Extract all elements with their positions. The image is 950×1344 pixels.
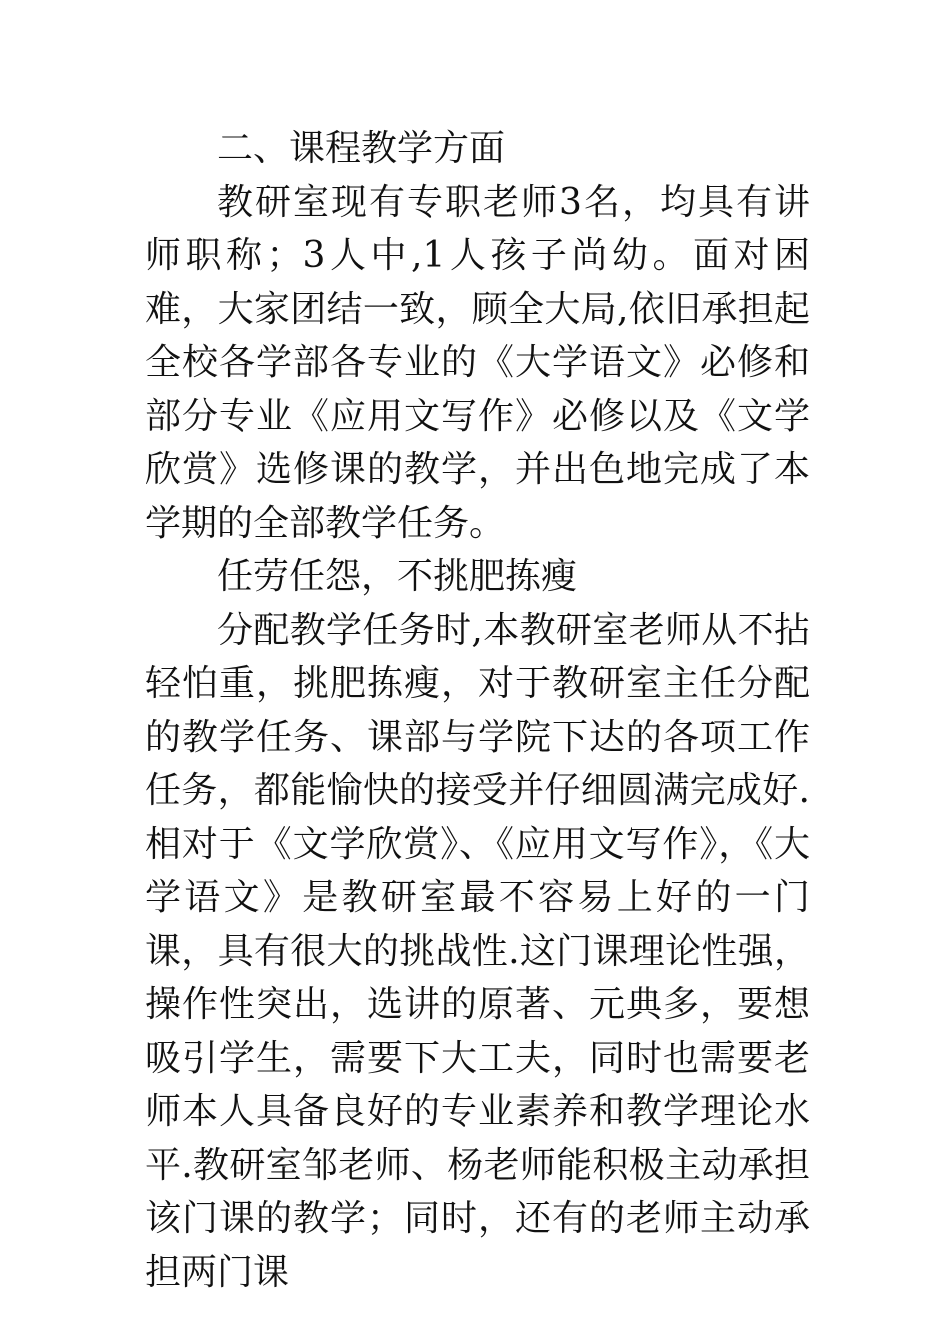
- document-body: [145, 122, 810, 1299]
- subsection-heading: 任劳任怨，不挑肥拣瘦: [217, 556, 578, 597]
- section-heading: 二、课程教学方面: [217, 128, 506, 169]
- paragraph: 分配教学任务时,本教研室老师从不拈轻怕重，挑肥拣瘦，对于教研室主任分配的教学任务、课部与学院下达的各项工作任务，都能愉快的接受并仔细圆满完成好.相对于《文学欣赏》、《应用文写作》，《大学语文》是教研室最不容易上好的一门课，具有很大的挑战性.这门课理论性强，操作性突出，选讲的原著、元典多，要想吸引学生，需要下大工夫，同时也需要老师本人具备良好的专业素养和教学理论水平.教研室邹老师、杨老师能积极主动承担该门课的教学；同时，还有的老师主动承担两门课: [145, 609, 810, 1293]
- paragraph: 教研室现有专职老师3名，均具有讲师职称；3人中,1人孩子尚幼。面对困难，大家团结一致，顾全大局,依旧承担起全校各学部各专业的《大学语文》必修和部分专业《应用文写作》必修以及《文学欣赏》选修课的教学，并出色地完成了本学期的全部教学任务。: [145, 181, 810, 544]
